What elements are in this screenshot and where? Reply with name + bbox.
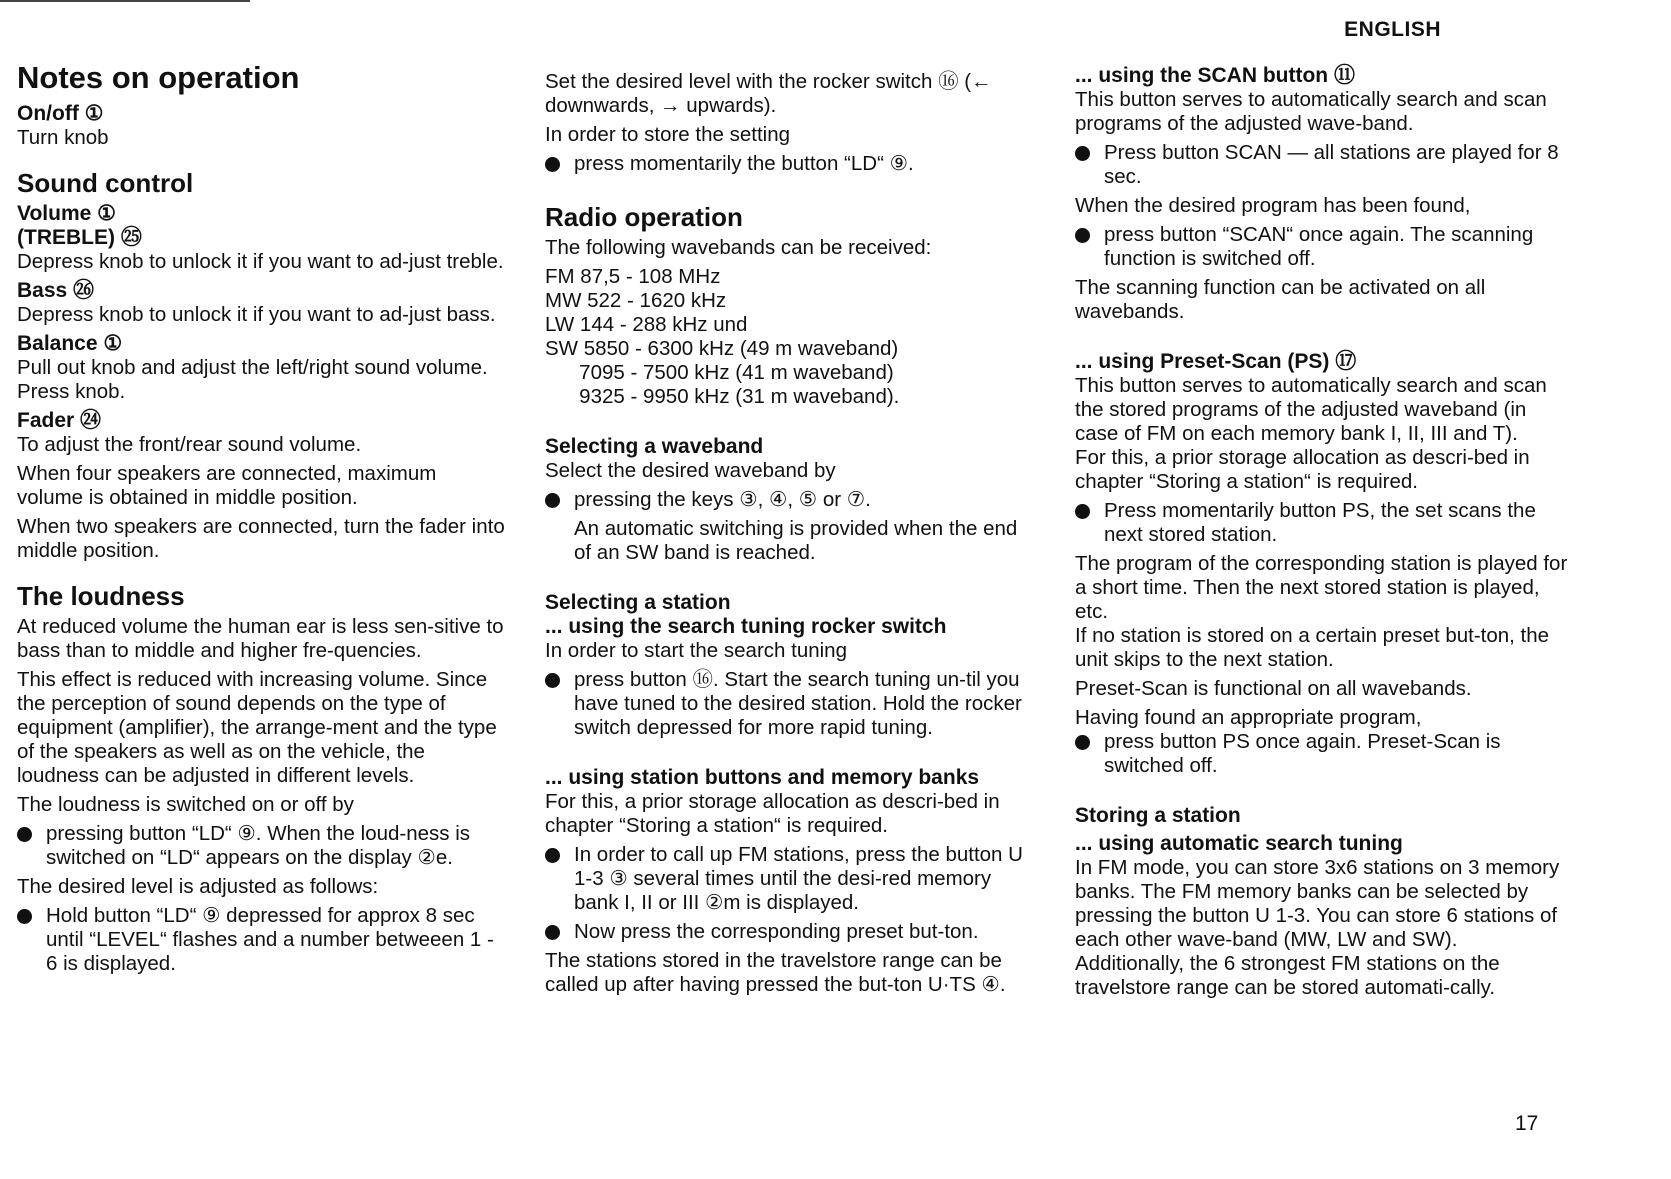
waveband-intro: Select the desired waveband by [545,459,836,482]
selecting-waveband-heading: Selecting a waveband [545,435,764,458]
storing-paragraph: In FM mode, you can store 3x6 stations on 3 memory banks. The FM memory banks can be selected by pressing the button U 1-3. You can store 6 stations of each other wave-band (MW, LW and SW). Additionally, the 6 strongest FM stations on the travelstore range can be stored automati-cally. [1075,856,1560,999]
preset-scan-paragraph-3: The program of the corresponding station is played for a short time. Then the next stored station is played, etc. [1075,552,1568,623]
scan-button-subheading: ... using the SCAN button ⑪ [1075,64,1355,87]
scan-paragraph-1: This button serves to automatically search and scan programs of the adjusted wave-band. [1075,88,1547,135]
scan-paragraph-3: The scanning function can be activated on all wavebands. [1075,276,1486,323]
store-setting-bullet: press momentarily the button “LD“ ⑨. [545,152,1035,176]
onoff-label: On/off ① [17,102,104,125]
page-number: 17 [1515,1112,1539,1135]
search-tuning-intro: In order to start the search tuning [545,639,847,662]
memory-banks-subheading: ... using station buttons and memory banks [545,766,980,789]
language-label: ENGLISH [1344,18,1441,41]
memory-banks-bullet-1: In order to call up FM stations, press the button U 1-3 ③ several times until the desi-red memory bank I, II or III ②m is displayed. [545,843,1035,915]
waveband-item: LW 144 - 288 kHz und [545,313,748,336]
radio-operation-heading: Radio operation [545,202,743,232]
waveband-bullet: pressing the keys ③, ④, ⑤ or ⑦. [545,488,1035,512]
preset-scan-paragraph-5: Preset-Scan is functional on all wavebands. [1075,677,1472,700]
balance-text: Pull out knob and adjust the left/right sound volume. [17,356,488,379]
balance-text-2: Press knob. [17,380,126,403]
memory-banks-bullet-2: Now press the corresponding preset but-ton. [545,920,1035,944]
selecting-station-heading: Selecting a station [545,591,731,614]
store-setting-paragraph: In order to store the setting [545,123,790,146]
storing-station-heading: Storing a station [1075,804,1241,827]
waveband-item: FM 87,5 - 108 MHz [545,265,721,288]
memory-banks-paragraph-2: The stations stored in the travelstore range can be called up after having pressed the but-ton U·TS ④. [545,949,1006,996]
waveband-item: SW 5850 - 6300 kHz (49 m waveband) [545,337,899,360]
search-tuning-bullet: press button ⑯. Start the search tuning un-til you have tuned to the desired station. Hold the rocker switch depressed for more rapid tuning. [545,668,1035,740]
scan-paragraph-2: When the desired program has been found, [1075,194,1471,217]
sound-control-heading: Sound control [17,168,194,198]
onoff-text: Turn knob [17,126,109,149]
wavebands-intro: The following wavebands can be received: [545,236,932,259]
loudness-paragraph-4: The desired level is adjusted as follows: [17,875,379,898]
preset-scan-bullet-2: press button PS once again. Preset-Scan is switched off. [1075,730,1570,778]
loudness-bullet-1: pressing button “LD“ ⑨. When the loud-ness is switched on “LD“ appears on the display ②e. [17,822,507,870]
level-paragraph: Set the desired level with the rocker switch ⑯ (← downwards, → upwards). [545,70,992,117]
treble-text: Depress knob to unlock it if you want to ad-just treble. [17,250,504,273]
column-middle [545,70,1035,1002]
scan-bullet-2: press button “SCAN“ once again. The scanning function is switched off. [1075,223,1570,271]
bass-label: Bass ㉖ [17,279,95,302]
search-tuning-subheading: ... using the search tuning rocker switch [545,615,947,638]
waveband-item: 9325 - 9950 kHz (31 m waveband). [545,385,900,408]
preset-scan-subheading: ... using Preset-Scan (PS) ⑰ [1075,350,1357,373]
loudness-heading: The loudness [17,581,185,611]
memory-banks-paragraph-1: For this, a prior storage allocation as descri-bed in chapter “Storing a station“ is required. [545,790,1000,837]
fader-label: Fader ㉔ [17,409,102,432]
balance-label: Balance ① [17,332,123,355]
treble-label: (TREBLE) ㉕ [17,226,142,249]
preset-scan-bullet-1: Press momentarily button PS, the set scans the next stored station. [1075,499,1570,547]
waveband-note: An automatic switching is provided when the end of an SW band is reached. [574,517,1018,564]
scan-edge-line [0,0,250,2]
fader-paragraph-3: When two speakers are connected, turn the fader into middle position. [17,515,505,562]
auto-search-subheading: ... using automatic search tuning [1075,832,1403,855]
bass-text: Depress knob to unlock it if you want to ad-just bass. [17,303,496,326]
wavebands-list [545,265,1035,409]
volume-label: Volume ① [17,202,116,225]
column-left [17,60,507,981]
waveband-item: 7095 - 7500 kHz (41 m waveband) [545,361,894,384]
loudness-bullet-2: Hold button “LD“ ⑨ depressed for approx 8 sec until “LEVEL“ flashes and a number betweeen 1 - 6 is displayed. [17,904,507,976]
preset-scan-paragraph-2: For this, a prior storage allocation as descri-bed in chapter “Storing a station“ is required. [1075,446,1530,493]
preset-scan-paragraph-4: If no station is stored on a certain preset but-ton, the unit skips to the next station. [1075,624,1550,671]
waveband-item: MW 522 - 1620 kHz [545,289,727,312]
loudness-paragraph-2: This effect is reduced with increasing volume. Since the perception of sound depends on the type of equipment (amplifier), the arrange-ment and the type of the speakers as well as on the vehicle, the loudness can be adjusted in different levels. [17,668,497,787]
column-right [1075,64,1570,1005]
preset-scan-paragraph-6: Having found an appropriate program, [1075,706,1422,729]
preset-scan-paragraph-1: This button serves to automatically search and scan the stored programs of the adjusted waveband (in case of FM on each memory bank I, II, III and T). [1075,374,1547,445]
loudness-paragraph-1: At reduced volume the human ear is less sen-sitive to bass than to middle and higher fre-quencies. [17,615,504,662]
scan-bullet-1: Press button SCAN — all stations are played for 8 sec. [1075,141,1570,189]
fader-text: To adjust the front/rear sound volume. [17,433,362,456]
page-title: Notes on operation [17,60,300,95]
fader-paragraph-2: When four speakers are connected, maximum volume is obtained in middle position. [17,462,437,509]
loudness-paragraph-3: The loudness is switched on or off by [17,793,354,816]
